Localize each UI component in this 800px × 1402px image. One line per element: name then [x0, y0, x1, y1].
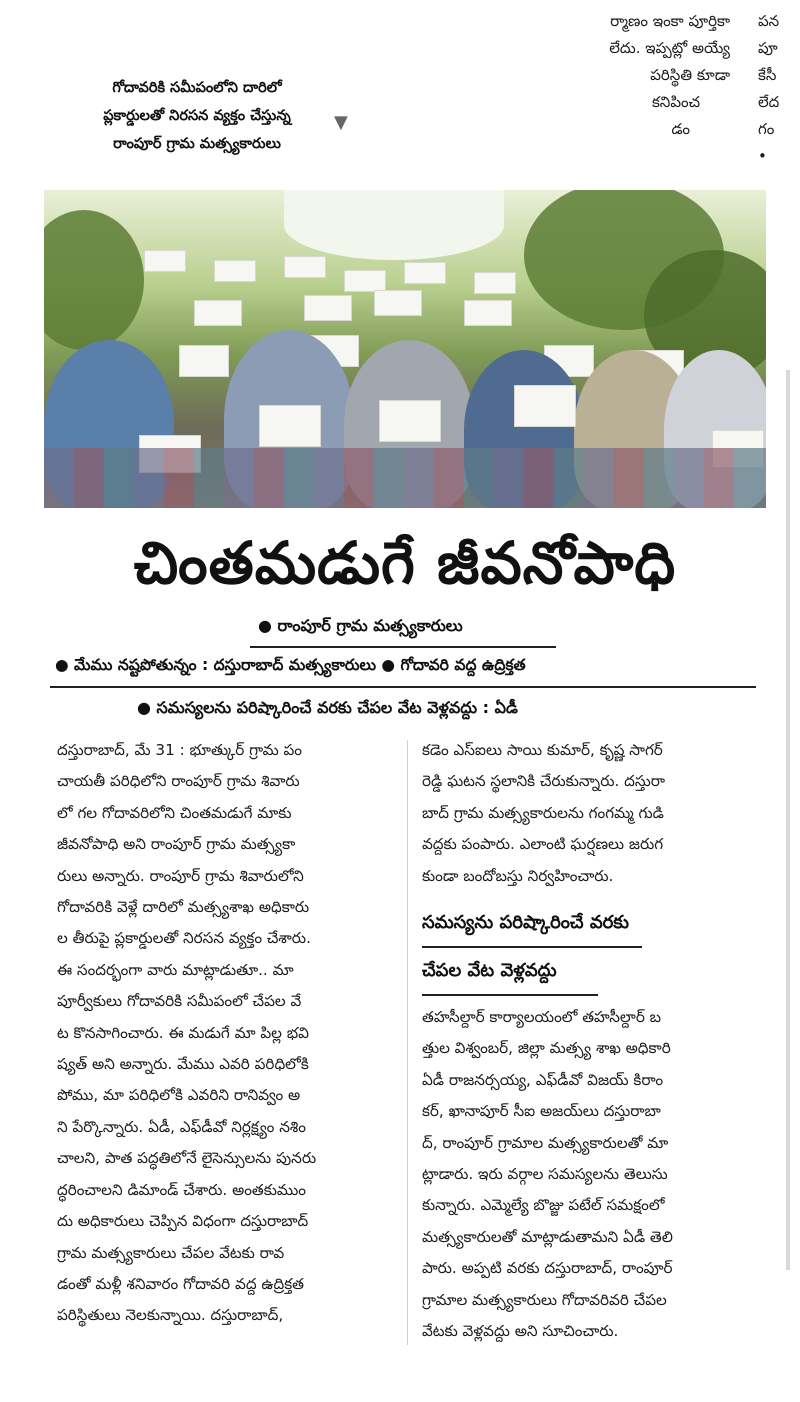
placard — [404, 262, 446, 284]
photo-mat — [44, 448, 766, 508]
body-line: కున్నారు. ఎమ్మెల్యే బొజ్జు పటేల్ సమక్షంలో — [422, 1196, 665, 1215]
placard — [304, 295, 352, 321]
body-line: పరిస్థితులు నెలకున్నాయి. దస్తురాబాద్, — [57, 1306, 284, 1325]
placard — [284, 256, 326, 278]
fragment-line: కనిపించ — [651, 93, 700, 111]
subhead-1: ● రాంపూర్ గ్రామ మత్స్యకారులు — [258, 616, 463, 635]
body-line: పారు. అప్పటి వరకు దస్తురాబాద్, రాంపూర్ — [422, 1259, 673, 1278]
body-line: రెడ్డి ఘటన స్థలానికి చేరుకున్నారు. దస్తురా — [422, 772, 665, 791]
placard — [374, 290, 422, 316]
caption-line: రాంపూర్ గ్రామ మత్స్యకారులు — [113, 136, 281, 152]
protest-photo — [44, 190, 766, 508]
side-heading-rule — [422, 994, 598, 996]
body-line: తహసీల్దార్ కార్యాలయంలో తహసీల్దార్ బ — [422, 1008, 662, 1026]
body-line: పోము, మా పరిధిలోకి ఎవరిని రానివ్వం అ — [57, 1086, 301, 1105]
fragment-line: లేదు. ఇప్పట్లో అయ్యే — [609, 39, 730, 57]
caption-line: గోదావరికి సమీపంలోని దారిలో — [112, 80, 282, 96]
fragment-line: కేసీ — [758, 66, 777, 84]
placard — [379, 400, 441, 442]
body-line: కర్, ఖానాపూర్ సీఐ అజయ్‌లు దస్తురాబా — [422, 1102, 661, 1121]
fragment-column-middle — [420, 8, 730, 143]
subhead-rule — [50, 686, 756, 688]
fragment-line: పరిస్థితి కూడా — [650, 66, 730, 84]
body-line: బాద్ గ్రామ మత్స్యకారులను గంగమ్మ గుడి — [422, 803, 664, 822]
subhead-2: ● మేము నష్టపోతున్నం : దస్తురాబాద్ మత్స్యకారులు ● గోదావరి వద్ద ఉద్రిక్తత — [55, 656, 526, 674]
body-line: ద్ధరించాలని డిమాండ్ చేశారు. అంతకుముం — [57, 1180, 306, 1199]
body-line: డంతో మళ్లీ శనివారం గోదావరి వద్ద ఉద్రిక్తత — [57, 1274, 304, 1293]
body-line: మత్స్యకారులతో మాట్లాడుతామని ఏడీ తెలి — [422, 1227, 673, 1246]
body-line: త్తుల విశ్వంబర్, జిల్లా మత్స్య శాఖ అధికారి — [422, 1039, 671, 1058]
body-line: పూర్వీకులు గోదావరికి సమీపంలో చేపల వే — [57, 992, 302, 1011]
body-line: ఈ సందర్భంగా వారు మాట్లాడుతూ.. మా — [57, 960, 294, 979]
placard — [464, 300, 512, 326]
body-line: ష్యత్ అని అన్నారు. మేము ఎవరి పరిధిలోకి — [57, 1055, 309, 1074]
photo-tree — [44, 210, 144, 350]
body-line: కుండా బందోబస్తు నిర్వహించారు. — [422, 866, 614, 885]
placard — [344, 270, 386, 292]
body-line: కడెం ఎస్‌ఐలు సాయి కుమార్, కృష్ణ సాగర్ — [422, 741, 663, 759]
fragment-line: పన — [758, 12, 780, 30]
body-line: ల తీరుపై ప్లకార్డులతో నిరసన వ్యక్తం చేశారు. — [57, 929, 311, 948]
subhead-3: ● సమస్యలను పరిష్కారించే వరకు చేపల వేట వెళ్లవద్దు : ఏడీ — [137, 698, 518, 717]
placard — [214, 260, 256, 282]
body-line: జీవనోపాధి అని రాంపూర్ గ్రామ మత్స్యకా — [57, 835, 296, 854]
placard — [474, 272, 516, 294]
caption-arrow-icon: ▼ — [334, 112, 348, 133]
page-edge-rule — [786, 370, 790, 1270]
body-line: దస్తురాబాద్, మే 31 : భూత్కుర్ గ్రామ పం — [57, 741, 302, 759]
body-line: దు అధికారులు చెప్పిన విధంగా దస్తురాబాద్ — [57, 1212, 309, 1231]
fragment-line: ర్మాణం ఇంకా పూర్తికా — [610, 12, 730, 30]
photo-sky — [284, 190, 504, 260]
side-heading-line-2: చేపల వేట వెళ్లవద్దు — [422, 960, 557, 981]
body-line: గ్రామ మత్స్యకారులు చేపల వేటకు రావ — [57, 1243, 285, 1262]
fragment-line: డం — [671, 120, 690, 138]
body-line: ట కొనసాగించారు. ఈ మడుగే మా పిల్ల భవి — [57, 1023, 309, 1042]
body-line: లో గల గోదావరిలోని చింతమడుగే మాకు — [57, 803, 292, 822]
fragment-column-right — [758, 8, 800, 170]
page-title: చింతమడుగే జీవనోపాధి — [133, 529, 677, 597]
body-line: గ్రామాల మత్స్యకారులు గోదావరివరి చేపల — [422, 1290, 667, 1309]
placard — [259, 405, 321, 447]
body-line: ద్, రాంపూర్ గ్రామాల మత్స్యకారులతో మా — [422, 1133, 669, 1152]
column-divider — [407, 740, 408, 1345]
article-column-right-bottom — [422, 1002, 767, 1347]
body-line: వద్దకు పంపారు. ఎలాంటి ఘర్షణలు జరుగ — [422, 835, 664, 854]
body-line: ఏడీ రాజనర్సయ్య, ఎఫ్‌డీవో విజయ్ కిరాం — [422, 1070, 664, 1089]
placard — [194, 300, 242, 326]
fragment-line: గం — [758, 120, 775, 138]
fragment-line: • — [758, 147, 767, 165]
article-column-left — [57, 735, 402, 1332]
subhead-rule — [250, 646, 556, 648]
fragment-line: లేద — [758, 93, 780, 111]
fragment-line: పూ — [758, 39, 778, 57]
placard — [179, 345, 229, 377]
article-column-right-top — [422, 735, 767, 892]
side-heading-rule — [422, 946, 642, 948]
placard — [514, 385, 576, 427]
body-line: ని పేర్కొన్నారు. ఏడీ, ఎఫ్‌డీవో నిర్లక్ష్యం నశిం — [57, 1117, 306, 1136]
placard — [144, 250, 186, 272]
photo-caption — [62, 74, 332, 158]
body-line: గోదావరికి వెళ్లే దారిలో మత్స్యశాఖ అధికారు — [57, 898, 310, 917]
body-line: చాలని, పాత పద్ధతిలోనే లైసెన్సులను పునరు — [57, 1149, 317, 1168]
body-line: చాయతీ పరిధిలోని రాంపూర్ గ్రామ శివారు — [57, 772, 300, 791]
body-line: ట్లాడారు. ఇరు వర్గాల సమస్యలను తెలుసు — [422, 1165, 668, 1184]
side-heading-line-1: సమస్యను పరిష్కారించే వరకు — [422, 912, 629, 933]
caption-line: ప్లకార్డులతో నిరసన వ్యక్తం చేస్తున్న — [103, 108, 291, 124]
body-line: రులు అన్నారు. రాంపూర్ గ్రామ శివారులోని — [57, 866, 304, 885]
body-line: వేటకు వెళ్లవద్దు అని సూచించారు. — [422, 1322, 619, 1341]
